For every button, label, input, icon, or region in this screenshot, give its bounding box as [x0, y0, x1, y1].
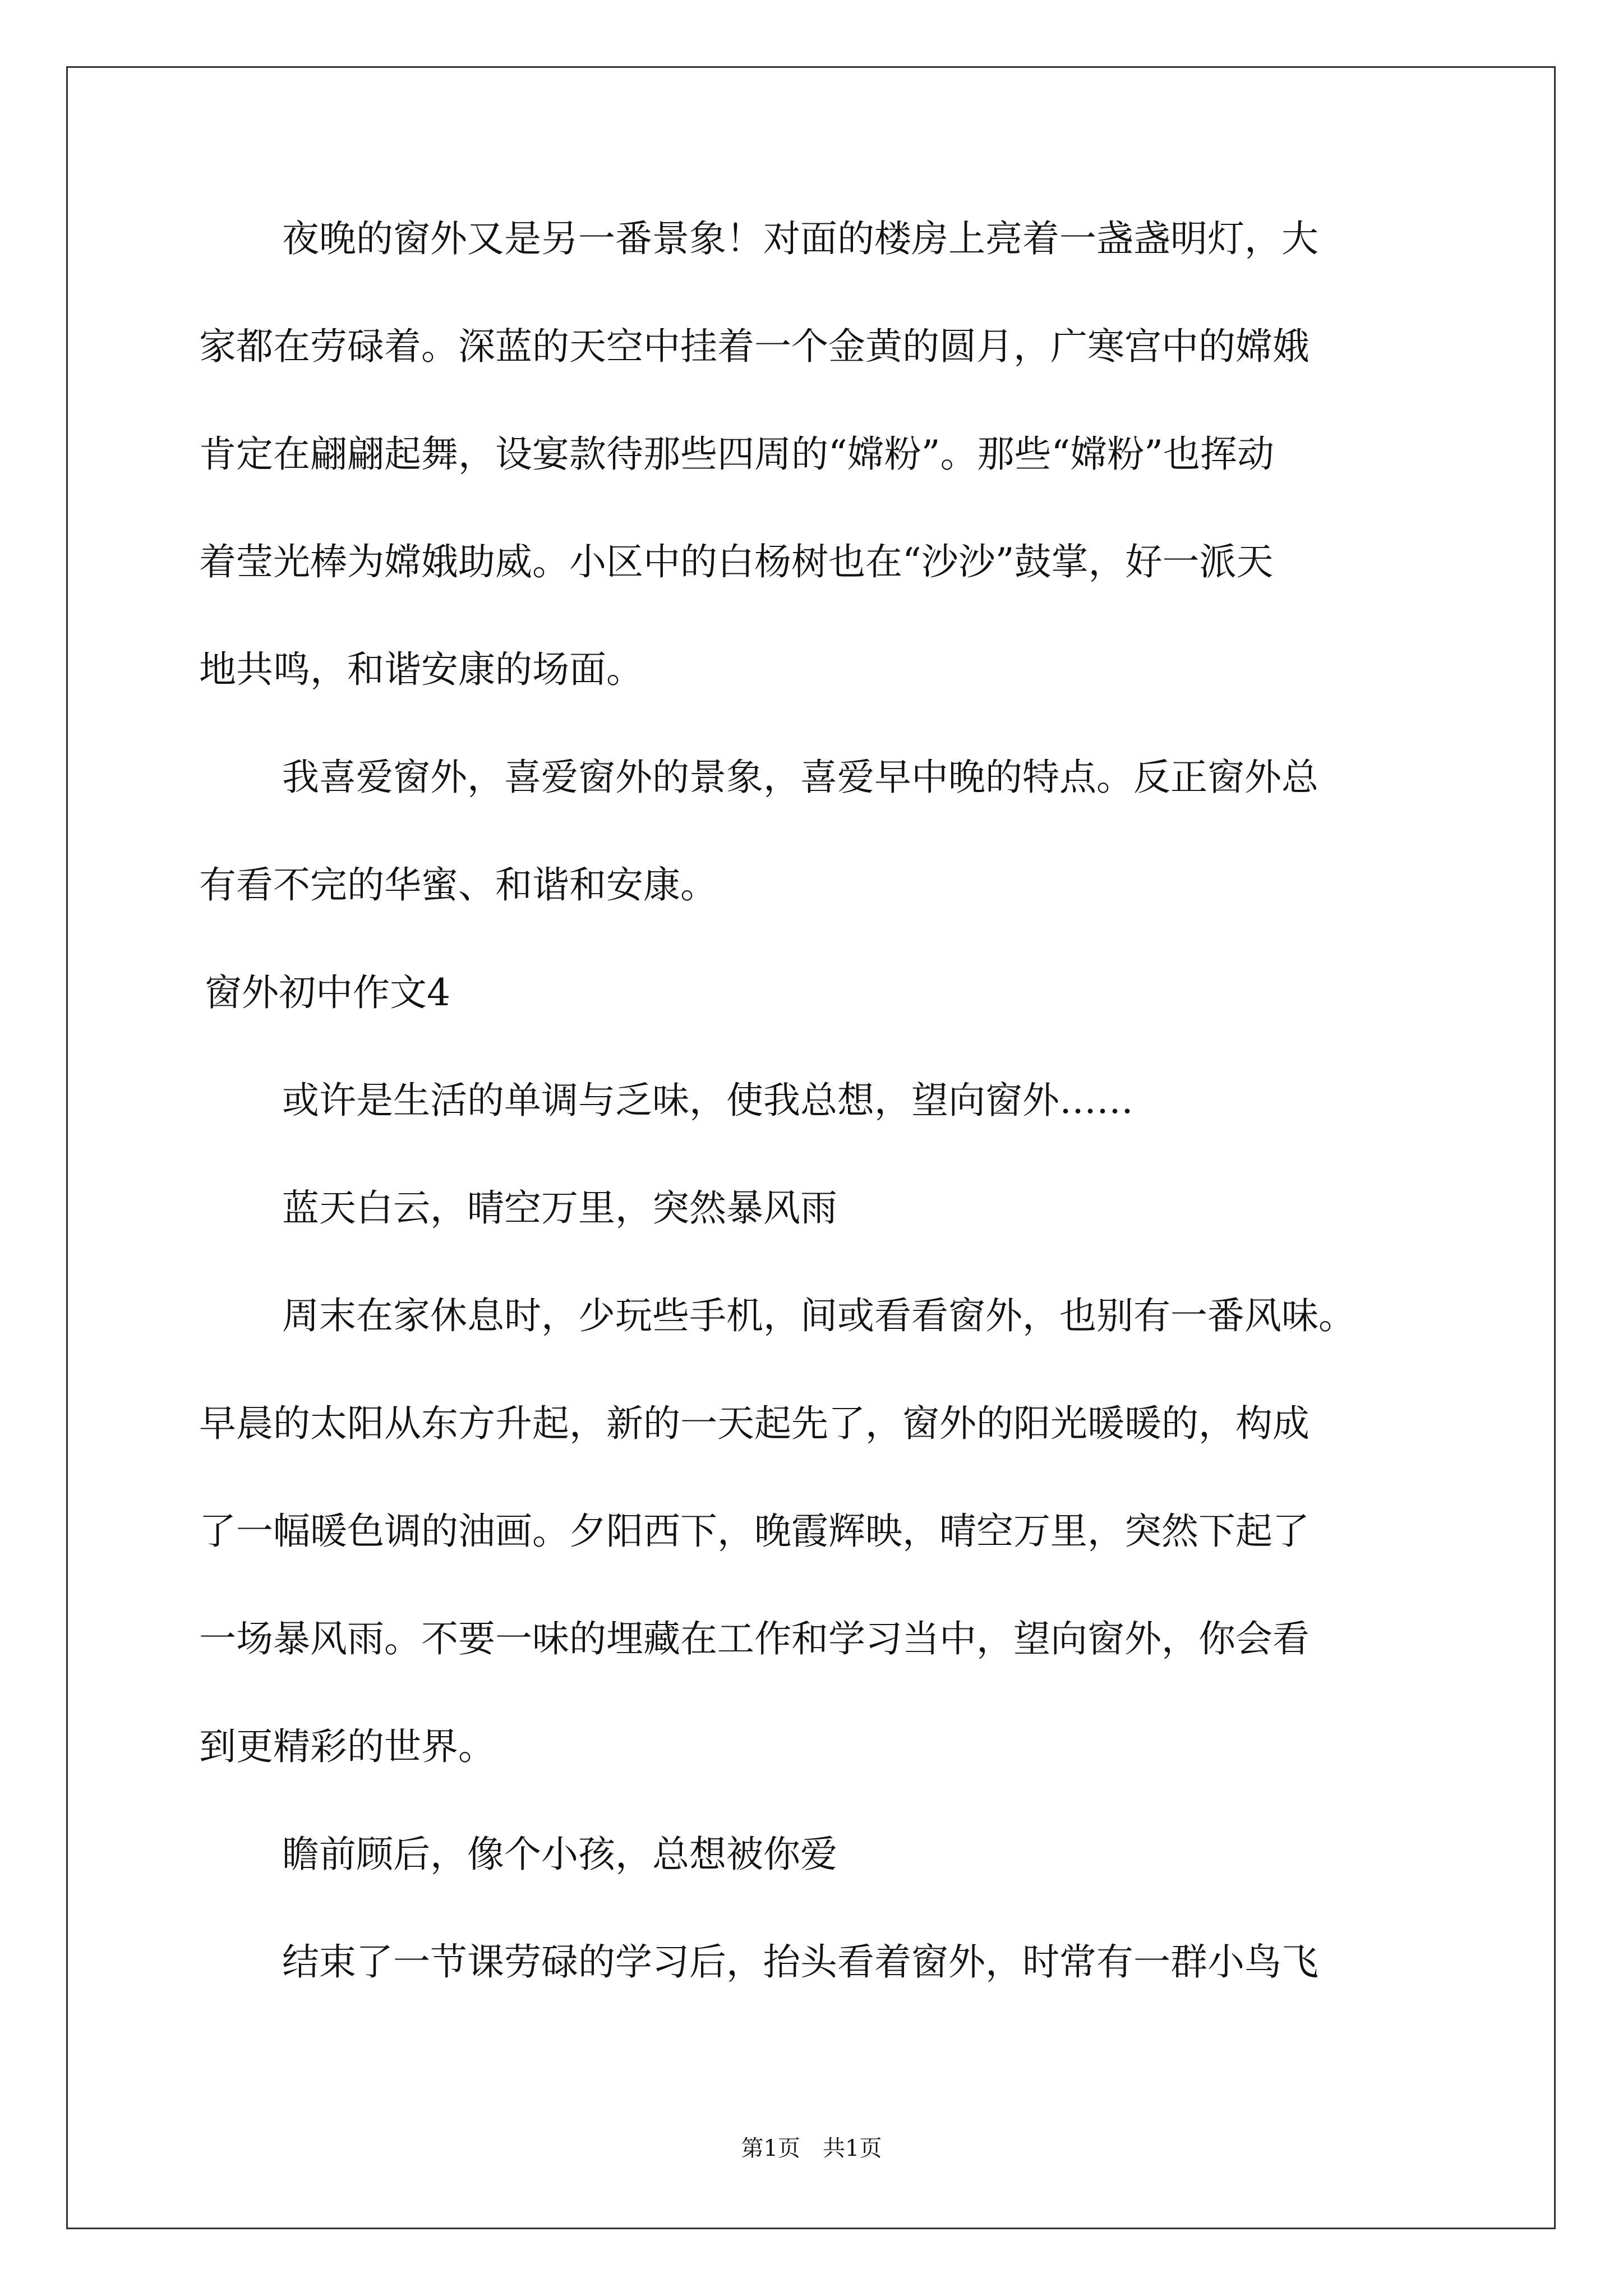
text-line: 家都在劳碌着。深蓝的天空中挂着一个金黄的圆月，广寒宫中的嫦娥: [199, 325, 1310, 368]
text-line: 夜晚的窗外又是另一番景象！对面的楼房上亮着一盏盏明灯，大: [282, 217, 1318, 260]
text-line: 地共鸣，和谐安康的场面。: [199, 648, 643, 691]
text-line: 周末在家休息时，少玩些手机，间或看看窗外，也别有一番风味。: [282, 1294, 1355, 1337]
text-line: 有看不完的华蜜、和谐和安康。: [199, 863, 717, 907]
document-body: [199, 185, 1478, 2016]
text-line: 了一幅暖色调的油画。夕阳西下，晚霞辉映，晴空万里，突然下起了: [199, 1510, 1310, 1553]
text-line: 肯定在翩翩起舞，设宴款待那些四周的“嫦粉”。那些“嫦粉”也挥动: [199, 432, 1274, 476]
text-line: 早晨的太阳从东方升起，新的一天起先了，窗外的阳光暖暖的，构成: [199, 1402, 1310, 1445]
text-line: 或许是生活的单调与乏味，使我总想，望向窗外……: [282, 1079, 1133, 1122]
text-line: 结束了一节课劳碌的学习后，抬头看着窗外，时常有一群小鸟飞: [282, 1940, 1318, 1984]
text-line: 一场暴风雨。不要一味的埋藏在工作和学习当中，望向窗外，你会看: [199, 1617, 1310, 1660]
page-footer: 第1页 共1页: [741, 2136, 882, 2161]
text-line: 我喜爱窗外，喜爱窗外的景象，喜爱早中晚的特点。反正窗外总: [282, 756, 1318, 799]
text-line: 着莹光棒为嫦娥助威。小区中的白杨树也在“沙沙”鼓掌，好一派天: [199, 540, 1274, 583]
text-line: 蓝天白云，晴空万里，突然暴风雨: [282, 1186, 837, 1230]
section-heading: 窗外初中作文4: [205, 971, 450, 1014]
text-line: 瞻前顾后，像个小孩，总想被你爱: [282, 1833, 837, 1876]
text-line: 到更精彩的世界。: [199, 1725, 495, 1768]
